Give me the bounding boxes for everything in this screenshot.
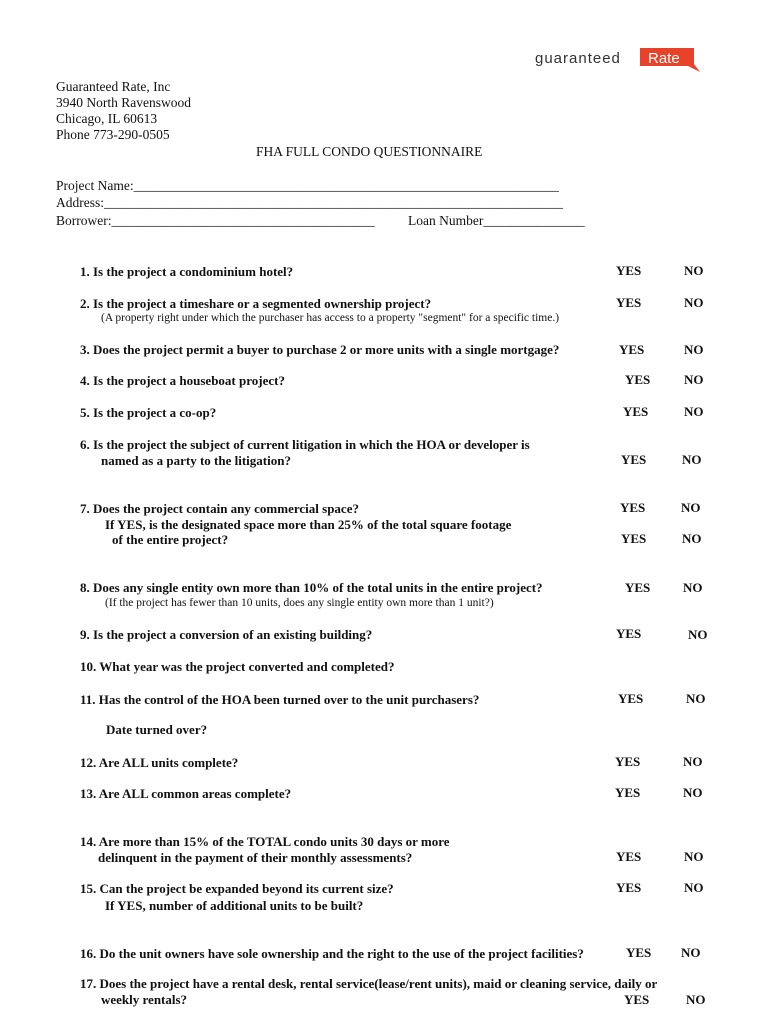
company-phone: Phone 773-290-0505: [56, 127, 170, 142]
page-title: FHA FULL CONDO QUESTIONNAIRE: [256, 144, 483, 159]
no-option[interactable]: NO: [681, 500, 701, 515]
address-field[interactable]: Address:____________________________________________________________________: [56, 195, 563, 210]
yes-option[interactable]: YES: [615, 785, 641, 800]
logo-badge: [640, 48, 696, 70]
question-11: 11. Has the control of the HOA been turned over to the unit purchasers?: [80, 692, 480, 707]
question-8-note: (If the project has fewer than 10 units, does any single entity own more than 1 unit?): [105, 597, 494, 609]
question-13: 13. Are ALL common areas complete?: [80, 786, 292, 801]
question-8: 8. Does any single entity own more than 10% of the total units in the entire project?: [80, 580, 543, 595]
yes-option[interactable]: YES: [616, 849, 642, 864]
no-option[interactable]: NO: [682, 452, 702, 467]
no-option[interactable]: NO: [686, 992, 706, 1007]
question-6-line-2: named as a party to the litigation?: [101, 453, 291, 468]
no-option[interactable]: NO: [684, 263, 704, 278]
question-7-subquestion: If YES, is the designated space more than 25% of the total square footage: [105, 517, 512, 532]
company-street: 3940 North Ravenswood: [56, 95, 191, 110]
yes-option[interactable]: YES: [621, 531, 647, 546]
yes-option[interactable]: YES: [619, 342, 645, 357]
no-option[interactable]: NO: [684, 295, 704, 310]
no-option[interactable]: NO: [684, 880, 704, 895]
no-option[interactable]: NO: [683, 580, 703, 595]
question-14-line-2: delinquent in the payment of their monthly assessments?: [98, 850, 413, 865]
no-option[interactable]: NO: [683, 785, 703, 800]
question-16: 16. Do the unit owners have sole ownership and the right to the use of the project facilities?: [80, 946, 584, 961]
yes-option[interactable]: YES: [620, 500, 646, 515]
company-city: Chicago, IL 60613: [56, 111, 158, 126]
question-11-date-turned-over: Date turned over?: [106, 722, 208, 737]
yes-option[interactable]: YES: [621, 452, 647, 467]
question-12: 12. Are ALL units complete?: [80, 755, 239, 770]
question-10: 10. What year was the project converted and completed?: [80, 659, 395, 674]
yes-option[interactable]: YES: [616, 626, 642, 641]
yes-option[interactable]: YES: [618, 691, 644, 706]
yes-option[interactable]: YES: [616, 880, 642, 895]
question-15: 15. Can the project be expanded beyond its current size?: [80, 881, 394, 896]
question-2: 2. Is the project a timeshare or a segmented ownership project?: [80, 296, 432, 311]
no-option[interactable]: NO: [684, 849, 704, 864]
no-option[interactable]: NO: [681, 945, 701, 960]
borrower-field[interactable]: Borrower:_______________________________________: [56, 213, 375, 228]
no-option[interactable]: NO: [684, 342, 704, 357]
loan-number-field[interactable]: Loan Number_______________: [408, 213, 585, 228]
question-7: 7. Does the project contain any commercial space?: [80, 501, 359, 516]
no-option[interactable]: NO: [686, 691, 706, 706]
yes-option[interactable]: YES: [625, 372, 651, 387]
logo-text-guaranteed: guaranteed: [535, 50, 621, 67]
question-2-note: (A property right under which the purchaser has access to a property "segment" for a specific time.): [101, 312, 560, 324]
yes-option[interactable]: YES: [616, 295, 642, 310]
project-name-field[interactable]: Project Name:_______________________________________________________________: [56, 178, 559, 193]
no-option[interactable]: NO: [683, 754, 703, 769]
no-option[interactable]: NO: [688, 627, 708, 642]
yes-option[interactable]: YES: [626, 945, 652, 960]
logo-text-rate: Rate: [648, 50, 680, 67]
question-9: 9. Is the project a conversion of an existing building?: [80, 627, 373, 642]
yes-option[interactable]: YES: [623, 404, 649, 419]
question-6: 6. Is the project the subject of current litigation in which the HOA or developer is: [80, 437, 530, 452]
question-1: 1. Is the project a condominium hotel?: [80, 264, 294, 279]
question-14: 14. Are more than 15% of the TOTAL condo units 30 days or more: [80, 834, 450, 849]
yes-option[interactable]: YES: [616, 263, 642, 278]
question-4: 4. Is the project a houseboat project?: [80, 373, 285, 388]
no-option[interactable]: NO: [684, 404, 704, 419]
question-15-subquestion: If YES, number of additional units to be built?: [105, 898, 364, 913]
no-option[interactable]: NO: [682, 531, 702, 546]
yes-option[interactable]: YES: [615, 754, 641, 769]
company-name: Guaranteed Rate, Inc: [56, 79, 171, 94]
question-5: 5. Is the project a co-op?: [80, 405, 217, 420]
question-17-line-2: weekly rentals?: [101, 992, 188, 1007]
question-7-subquestion-line-2: of the entire project?: [112, 532, 229, 547]
yes-option[interactable]: YES: [625, 580, 651, 595]
question-17: 17. Does the project have a rental desk, rental service(lease/rent units), maid or cleaning service, daily or: [80, 976, 658, 991]
no-option[interactable]: NO: [684, 372, 704, 387]
question-3: 3. Does the project permit a buyer to purchase 2 or more units with a single mortgage?: [80, 342, 560, 357]
yes-option[interactable]: YES: [624, 992, 650, 1007]
